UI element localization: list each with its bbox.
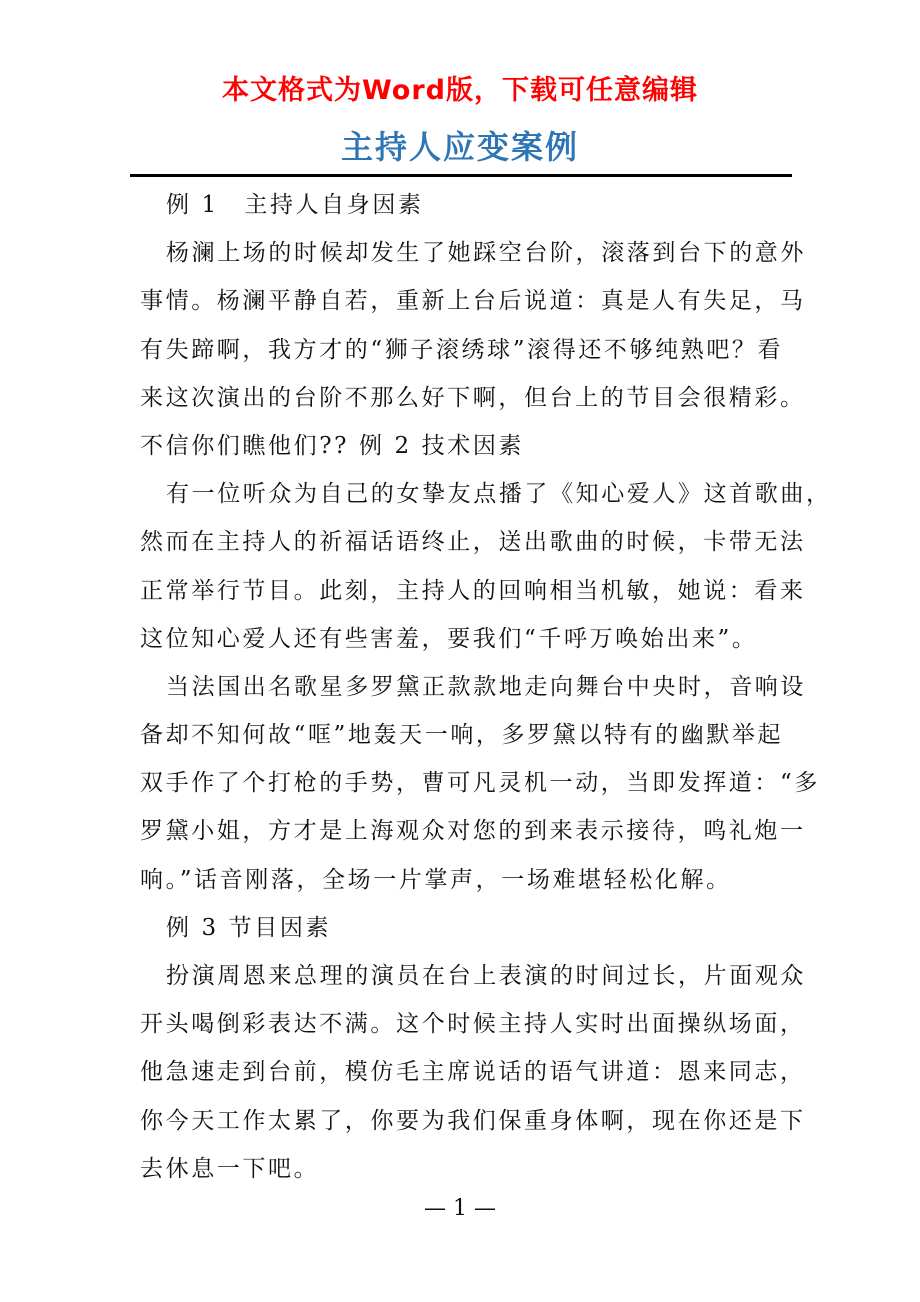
text-line: 双手作了个打枪的手势，曹可凡灵机一动，当即发挥道：“多: [140, 770, 820, 797]
text-line: 例 1 主持人自身因素: [166, 192, 424, 218]
text-line: 开头喝倒彩表达不满。这个时候主持人实时出面操纵场面，: [140, 1011, 806, 1038]
text-line: 正常举行节目。此刻，主持人的回响相当机敏，她说：看来: [140, 577, 806, 604]
text-line: 然而在主持人的祈福话语终止，送出歌曲的时候，卡带无法: [140, 529, 806, 556]
text-line: 不信你们瞧他们?? 例 2 技术因素: [140, 432, 525, 459]
text-line: 当法国出名歌星多罗黛正款款地走向舞台中央时，音响设: [166, 673, 806, 700]
text-line: 扮演周恩来总理的演员在台上表演的时间过长，片面观众: [166, 963, 806, 989]
text-line: 杨澜上场的时候却发生了她踩空台阶，滚落到台下的意外: [166, 240, 806, 267]
text-line: 例 3 节目因素: [166, 914, 332, 941]
document-title: 主持人应变案例: [340, 128, 579, 166]
text-line: 罗黛小姐，方才是上海观众对您的到来表示接待，鸣礼炮一: [140, 818, 806, 845]
text-line: 有一位听众为自己的女挚友点播了《知心爱人》这首歌曲，: [166, 481, 832, 508]
title-divider: [130, 174, 792, 177]
text-line: 这位知心爱人还有些害羞，要我们“千呼万唤始出来”。: [140, 625, 758, 652]
text-line: 事情。杨澜平静自若，重新上台后说道：真是人有失足，马: [140, 288, 806, 315]
text-line: 去休息一下吧。: [140, 1155, 320, 1182]
text-line: 有失蹄啊，我方才的“狮子滚绣球”滚得还不够纯熟吧？看: [140, 336, 784, 363]
text-line: 你今天工作太累了，你要为我们保重身体啊，现在你还是下: [140, 1107, 806, 1134]
download-notice-banner: 本文格式为Word版，下载可任意编辑: [221, 75, 698, 106]
text-line: 响。”话音刚落，全场一片掌声，一场难堪轻松化解。: [140, 866, 732, 893]
document-body: [140, 187, 832, 1199]
page-number: — 1 —: [424, 1196, 496, 1221]
text-line: 来这次演出的台阶不那么好下啊，但台上的节目会很精彩。: [140, 384, 806, 411]
text-line: 他急速走到台前，模仿毛主席说话的语气讲道：恩来同志，: [140, 1059, 806, 1086]
text-line: 备却不知何故“哐”地轰天一响，多罗黛以特有的幽默举起: [140, 722, 784, 749]
